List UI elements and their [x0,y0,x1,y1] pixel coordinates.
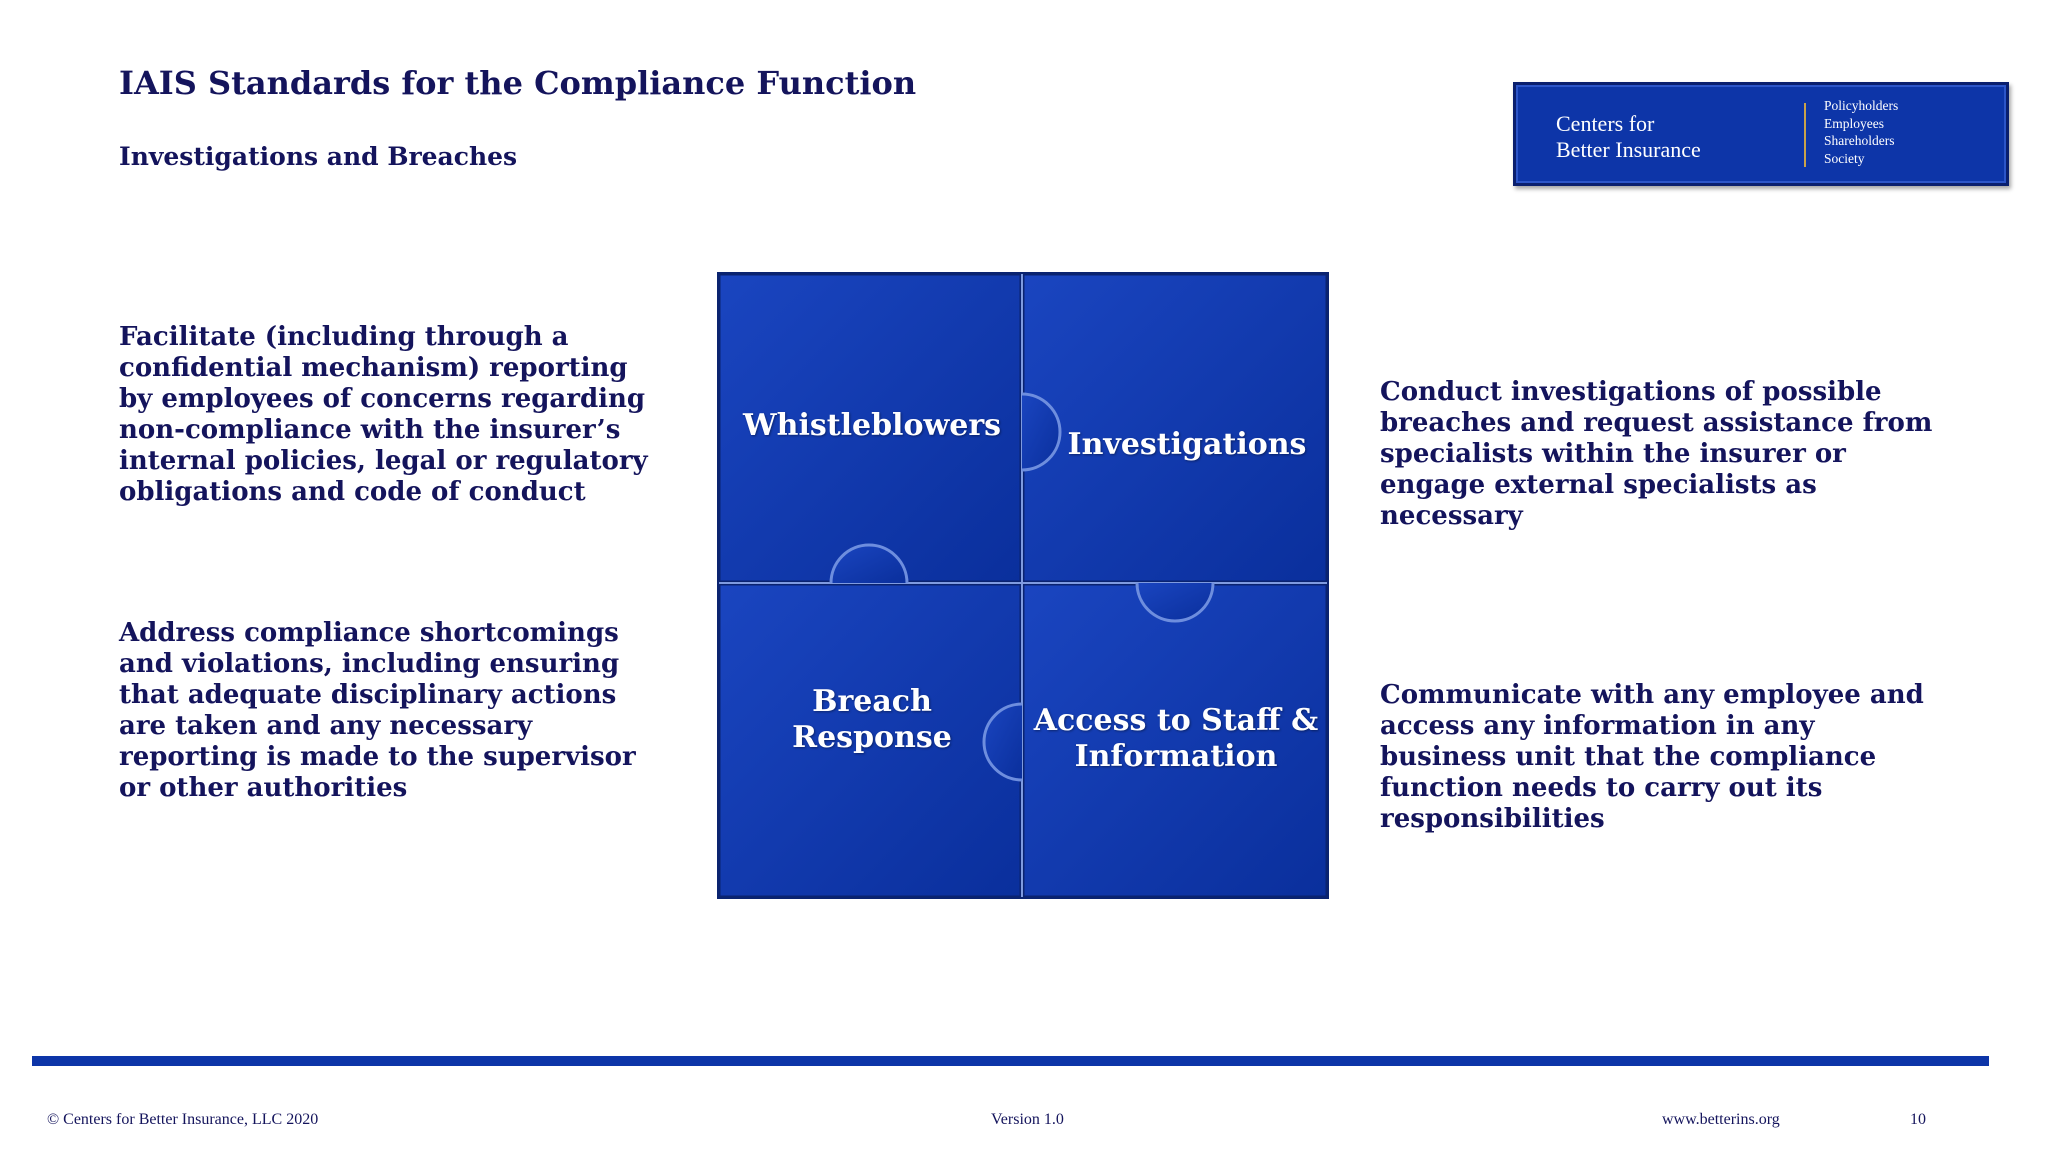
whistleblowers-description: Facilitate (including through a confidential mechanism) reporting by employees of concerns regarding non-compliance with the insurer’s internal policies, legal or regulatory obligations and code of conduct [119,322,648,507]
footer-rule [32,1056,1989,1066]
logo-divider [1804,103,1806,167]
label-line: Breach [812,684,932,719]
footer-version: Version 1.0 [991,1111,1064,1128]
footer-website-link[interactable]: www.betterins.org [1662,1111,1780,1128]
puzzle-label-investigations: Investigations [1067,427,1307,462]
logo-stakeholder: Society [1824,150,1865,166]
footer-page-number: 10 [1910,1111,1926,1128]
logo-name-line1: Centers for [1556,111,1655,136]
logo-stakeholder: Policyholders [1824,98,1899,113]
slide-title: IAIS Standards for the Compliance Function [119,64,917,102]
footer-copyright: © Centers for Better Insurance, LLC 2020 [47,1111,319,1128]
puzzle-graphic [717,272,1329,899]
puzzle-label-breach-response [717,684,1027,756]
access-description: Communicate with any employee and access any information in any business unit that the compliance function needs to carry out its responsibilities [1380,680,1924,834]
logo-stakeholder-list [1824,97,1898,167]
logo-name-line2: Better Insurance [1556,137,1701,162]
logo-stakeholder: Shareholders [1824,133,1895,148]
puzzle-label-access [1023,703,1329,775]
brand-logo [1513,82,2009,186]
puzzle-diagram [717,272,1329,899]
breach-response-description: Address compliance shortcomings and violations, including ensuring that adequate disciplinary actions are taken and any necessary reporting is made to the supervisor or other authorities [119,618,636,803]
label-line: Information [1074,739,1278,774]
puzzle-label-whistleblowers: Whistleblowers [742,408,1002,443]
logo-stakeholder: Employees [1824,115,1884,131]
investigations-description: Conduct investigations of possible breaches and request assistance from specialists within the insurer or engage external specialists as necessary [1380,377,1933,531]
label-line: Response [792,720,952,755]
slide-subtitle: Investigations and Breaches [119,142,518,171]
label-line: Access to Staff & [1033,703,1319,738]
logo-org-name [1556,111,1756,163]
